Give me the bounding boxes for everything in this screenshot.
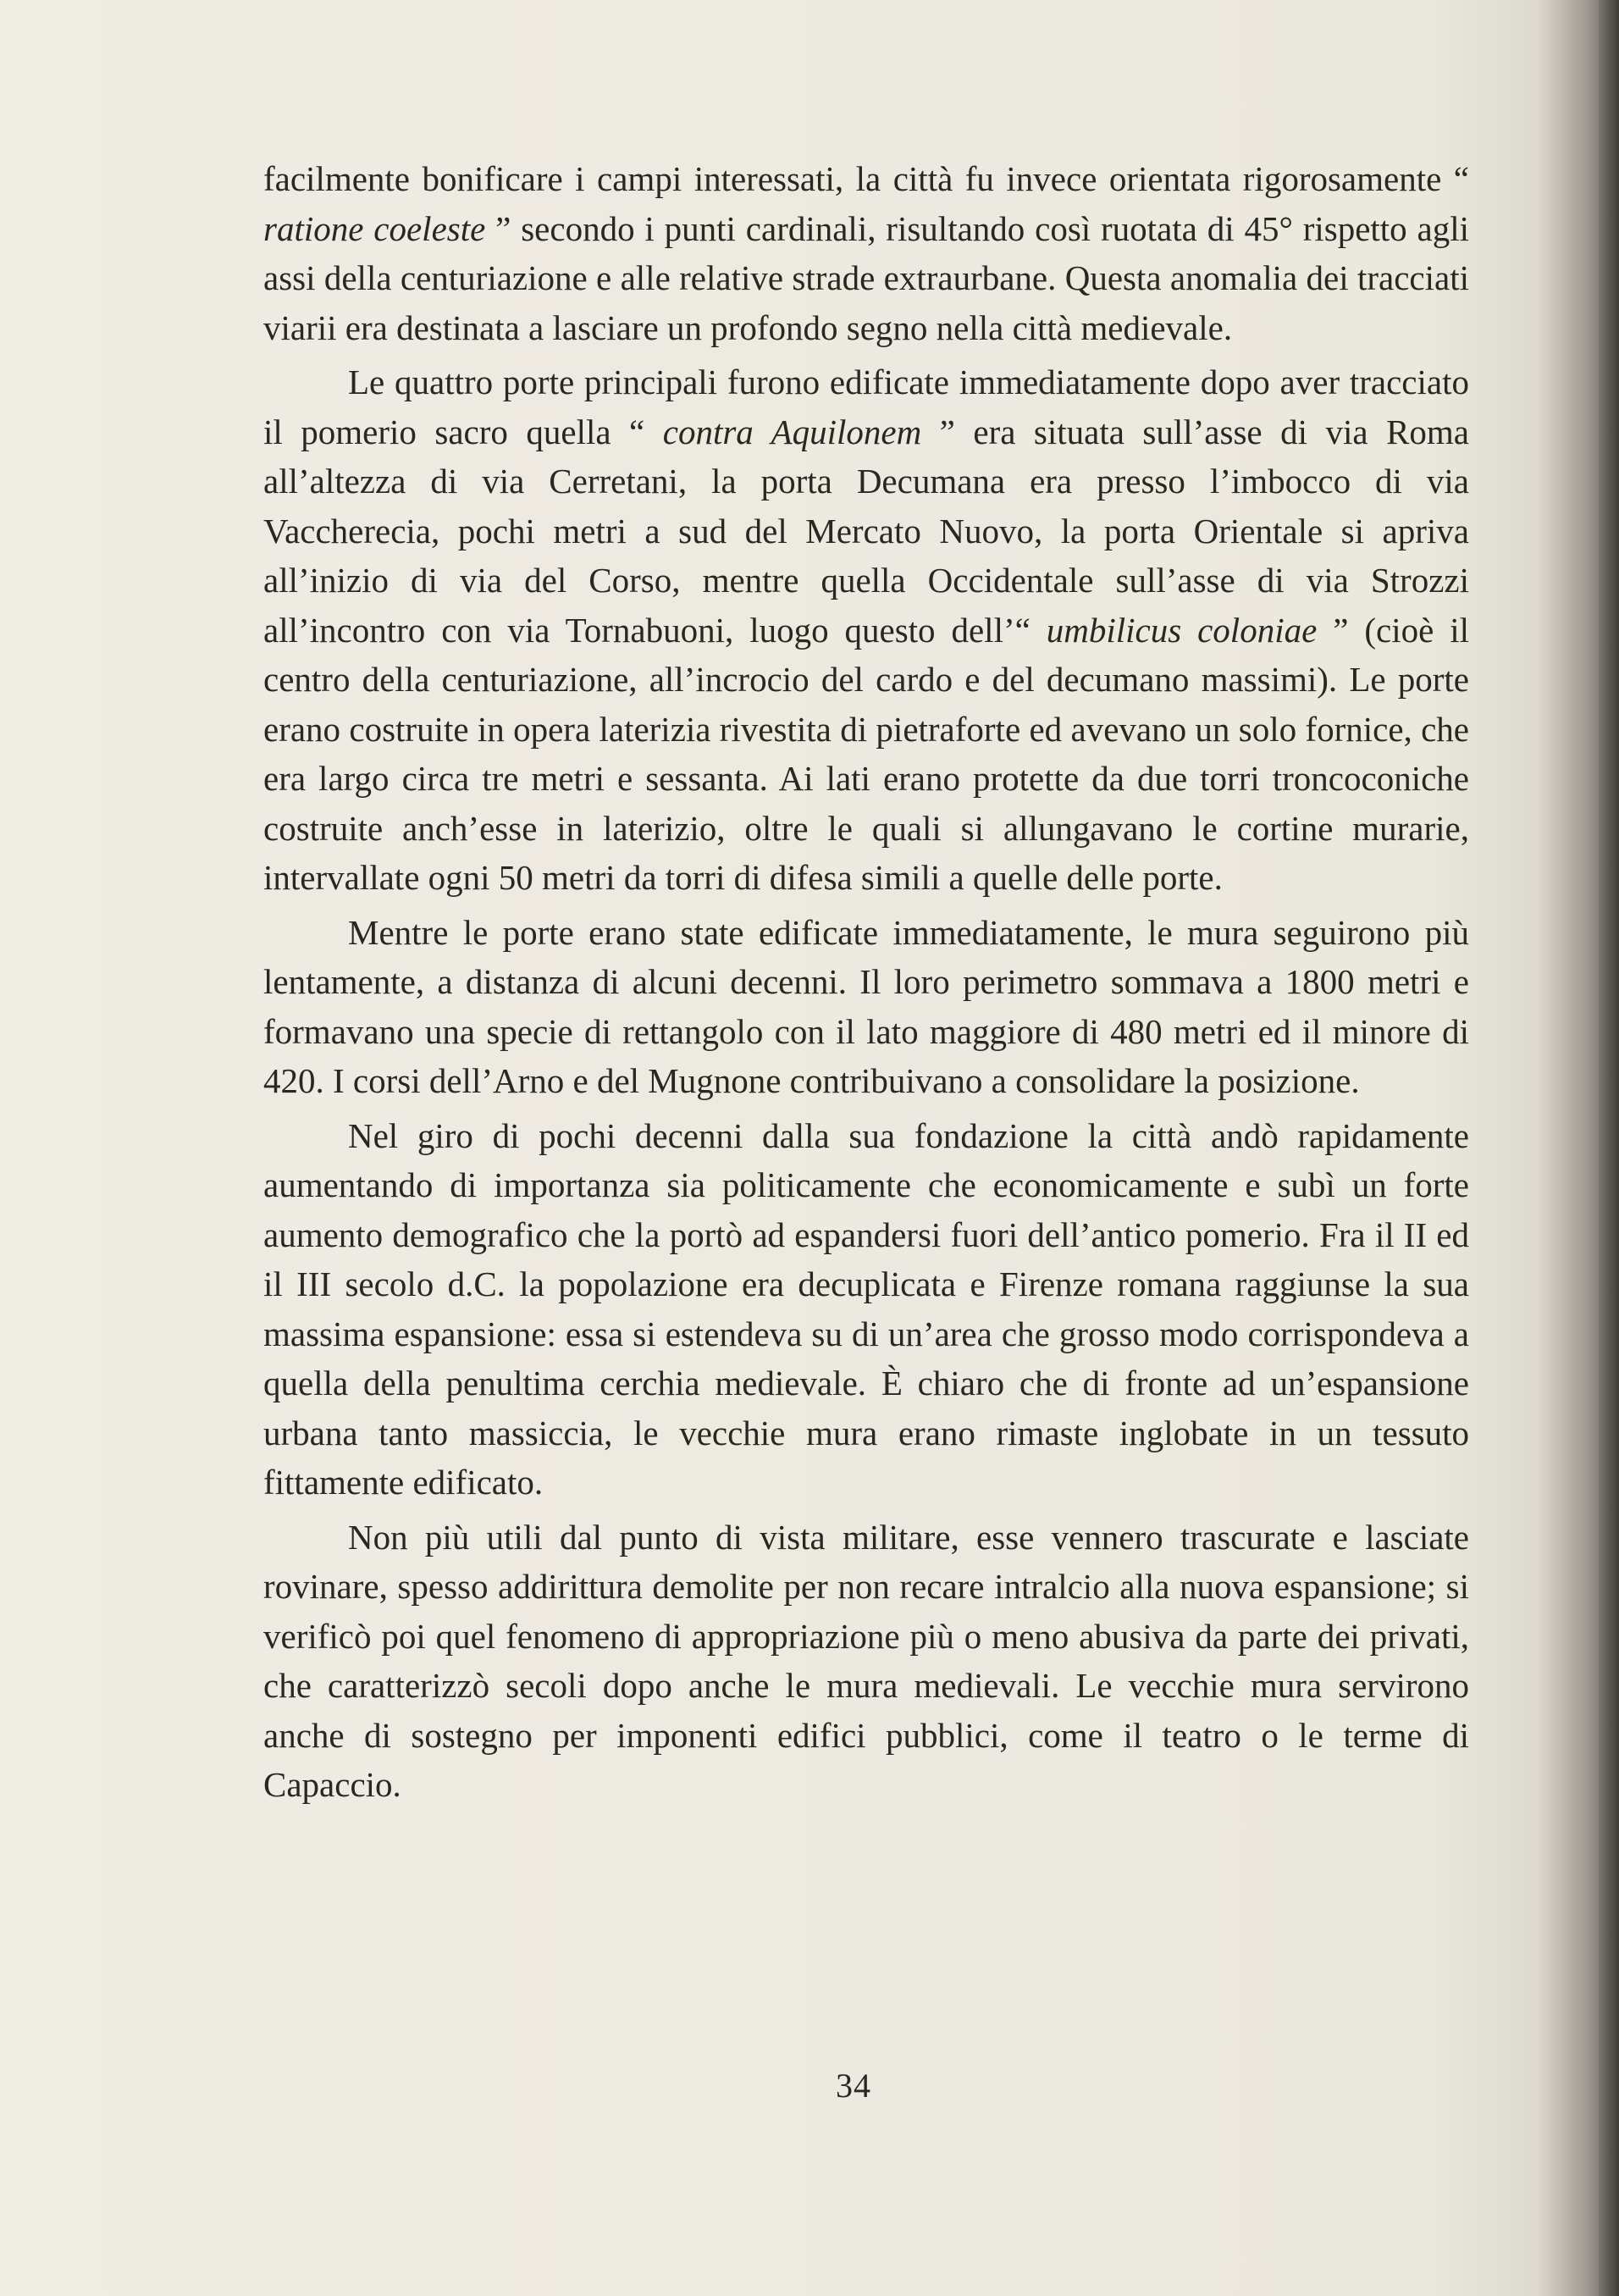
text-run: facilmente bonificare i campi interessati, la città fu invece orientata rigorosamente “ bbox=[263, 159, 1469, 198]
body-text bbox=[263, 154, 1469, 1810]
italic-phrase: ratione coeleste bbox=[263, 208, 486, 248]
italic-phrase: contra Aquilonem bbox=[662, 412, 922, 451]
italic-phrase: umbilicus coloniae bbox=[1046, 610, 1318, 650]
paragraph-3 bbox=[263, 908, 1469, 1106]
text-run: ” (cioè il centro della centuriazione, all’incrocio del cardo e del decumano massimi). Le porte erano costruite in opera laterizia rivestita di pietraforte ed avevano un solo fornice, che era largo circa tre metri e sessanta. Ai lati erano protette da due torri troncoconiche costruite anch’esse in laterizio, oltre le quali si allungavano le cortine murarie, intervallate ogni 50 metri da torri di difesa simili a quelle delle porte. bbox=[263, 610, 1469, 897]
text-run: ” era situata sull’asse di via Roma all’altezza di via Cerretani, la porta Decumana era presso l’imbocco di via Vaccherecia, pochi metri a sud del Mercato Nuovo, la porta Orientale si apriva all’inizio di via del Corso, mentre quella Occidentale sull’asse di via Strozzi all’incontro con via Tornabuoni, luogo questo dell’“ bbox=[263, 412, 1470, 650]
text-run: ” secondo i punti cardinali, risultando così ruotata di 45° rispetto agli assi della centuriazione e alle relative strade extraurbane. Questa anomalia dei tracciati viarii era destinata a lasciare un profondo segno nella città medievale. bbox=[263, 208, 1470, 347]
text-run: Le quattro porte principali furono edificate immediatamente dopo aver tracciato il pomerio sacro quella “ bbox=[263, 362, 1469, 451]
paragraph-4 bbox=[263, 1111, 1469, 1508]
paragraph-1 bbox=[263, 154, 1469, 352]
page-number: 34 bbox=[836, 2066, 871, 2105]
text-run: Mentre le porte erano state edificate immediatamente, le mura seguirono più lentamente, a distanza di alcuni decenni. Il loro perimetro sommava a 1800 metri e formavano una specie di rettangolo con il lato maggiore di 480 metri ed il minore di 420. I corsi dell’Arno e del Mugnone contribuivano a consolidare la posizione. bbox=[263, 912, 1469, 1100]
text-run: Nel giro di pochi decenni dalla sua fondazione la città andò rapidamente aumentando di importanza sia politicamente che economicamente e subì un forte aumento demografico che la portò ad espandersi fuori dell’antico pomerio. Fra il II ed il III secolo d.C. la popolazione era decuplicata e Firenze romana raggiunse la sua massima espansione: essa si estendeva su di un’area che grosso modo corrispondeva a quella della penultima cerchia medievale. È chiaro che di fronte ad un’espansione urbana tanto massiccia, le vecchie mura erano rimaste inglobate in un tessuto fittamente edificato. bbox=[263, 1115, 1469, 1502]
paragraph-5 bbox=[263, 1513, 1469, 1810]
paragraph-2 bbox=[263, 357, 1469, 903]
page-edge-shadow bbox=[1599, 0, 1619, 2296]
text-run: Non più utili dal punto di vista militare, esse vennero trascurate e lasciate rovinare, spesso addirittura demolite per non recare intralcio alla nuova espansione; si verificò poi quel fenomeno di appropriazione più o meno abusiva da parte dei privati, che caratterizzò secoli dopo anche le mura medievali. Le vecchie mura servirono anche di sostegno per imponenti edifici pubblici, come il teatro o le terme di Capaccio. bbox=[263, 1517, 1469, 1804]
